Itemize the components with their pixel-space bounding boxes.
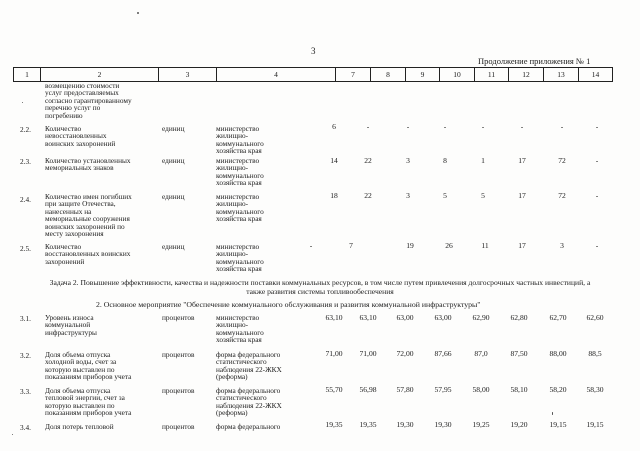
row-value: - — [481, 122, 485, 131]
col-header: 13 — [544, 68, 579, 81]
page-number: 3 — [311, 46, 316, 56]
row-value: - — [443, 122, 447, 131]
row-value: 5 — [481, 191, 485, 200]
row-value: 63,00 — [396, 313, 414, 322]
row-name: Количество имен погибших при защите Отечества, нанесенных на мемориальные сооружения воинских захоронений по месту захоронения — [45, 192, 132, 239]
col-header: 9 — [406, 68, 440, 81]
row-value: 17 — [518, 191, 526, 200]
row-value: 55,70 — [325, 385, 343, 394]
row-responsible: министерство жилищно- коммунального хозяйства края — [216, 313, 264, 345]
row-responsible: форма федерального статистического наблюдения 22-ЖКХ (реформа) — [216, 350, 282, 382]
scan-speck — [22, 102, 23, 103]
row-value: 62,70 — [549, 313, 567, 322]
row-value: 8 — [443, 156, 447, 165]
measure-2-heading: 2. Основное мероприятие "Обеспечение коммунального обслуживания и развития коммунальной инфраструктуры" — [96, 300, 481, 309]
row-value: 58,00 — [472, 385, 490, 394]
row-value: 6 — [332, 122, 336, 131]
row-value: 19,35 — [325, 420, 343, 429]
row-value: 63,10 — [325, 313, 343, 322]
row-value: 71,00 — [325, 349, 343, 358]
row-responsible: министерство жилищно- коммунального хозяйства края — [216, 124, 264, 156]
col-header: 14 — [591, 70, 600, 79]
row-unit: процентов — [162, 313, 195, 322]
continuation-label: Продолжение приложения № 1 — [478, 56, 591, 66]
col-header: 7 — [336, 68, 371, 81]
row-unit: единиц — [162, 156, 185, 165]
row-value: 5 — [443, 191, 447, 200]
row-value: 19 — [406, 241, 414, 250]
row-value: 3 — [560, 241, 564, 250]
row-value: 17 — [518, 241, 526, 250]
col-header: 8 — [371, 68, 406, 81]
row-value: 87,0 — [474, 349, 488, 358]
row-name: Количество восстановленных воинских захоронений — [45, 242, 131, 266]
row-number: 2.4. — [20, 195, 31, 204]
col-header: 4 — [217, 68, 336, 81]
row-number: 2.5. — [20, 244, 31, 253]
col-header: 12 — [509, 68, 544, 81]
row-value: 57,95 — [434, 385, 452, 394]
scan-speck — [137, 12, 139, 14]
row-value: 3 — [406, 156, 410, 165]
row-value: 72,00 — [396, 349, 414, 358]
row-value: 11 — [481, 241, 489, 250]
row-value: 87,66 — [434, 349, 452, 358]
row-value: 63,10 — [359, 313, 377, 322]
row-value: 62,80 — [510, 313, 528, 322]
col-header: 1 — [14, 68, 41, 81]
col-header: 2 — [41, 68, 159, 81]
row-value: 58,30 — [586, 385, 604, 394]
row-value: - — [309, 241, 313, 250]
col-header: 3 — [159, 68, 217, 81]
task-2-heading: Задача 2. Повышение эффективности, качества и надежности поставки коммунальных ресурсов, в том числе путем привлечения долгосрочных частных инвестиций, а также развития системы топливообеспечения — [49, 278, 591, 296]
row-value: - — [595, 191, 599, 200]
row-value: 19,30 — [434, 420, 452, 429]
row-value: 62,90 — [472, 313, 490, 322]
scan-speck — [552, 412, 553, 415]
row-unit: единиц — [162, 192, 185, 201]
col-header: 10 — [440, 68, 475, 81]
row-unit: процентов — [162, 422, 195, 431]
row-value: 63,00 — [434, 313, 452, 322]
row-value: 19,30 — [396, 420, 414, 429]
row-value: - — [366, 122, 370, 131]
row-value: 26 — [445, 241, 453, 250]
row-number: 2.3. — [20, 157, 31, 166]
row-value: - — [595, 122, 599, 131]
scan-speck — [12, 434, 13, 435]
row-value: 22 — [364, 191, 372, 200]
row-name: Доля объема отпуска тепловой энергии, счет за которую выставлен по показаниям приборов учета — [45, 386, 132, 418]
row-responsible: форма федерального — [216, 422, 281, 431]
row-value: - — [560, 122, 564, 131]
row-value: 19,25 — [472, 420, 490, 429]
row-value: 17 — [518, 156, 526, 165]
row-value: 19,35 — [359, 420, 377, 429]
row-responsible: министерство жилищно- коммунального хозяйства края — [216, 156, 264, 188]
row-value: 62,60 — [586, 313, 604, 322]
row-value: - — [595, 241, 599, 250]
row-value: 72 — [558, 156, 566, 165]
row-value: 22 — [364, 156, 372, 165]
row-number: 3.2. — [20, 351, 31, 360]
row-responsible: министерство жилищно- коммунального хозяйства края — [216, 192, 264, 224]
row-number: 2.2. — [20, 125, 31, 134]
row-value: 3 — [406, 191, 410, 200]
row-number: 3.3. — [20, 387, 31, 396]
row-name: возмещению стоимости услуг предоставляемых согласно гарантированному перечню услуг по погребению — [45, 81, 132, 120]
row-value: 19,15 — [549, 420, 567, 429]
row-value: 72 — [558, 191, 566, 200]
row-value: 58,20 — [549, 385, 567, 394]
row-unit: единиц — [162, 242, 185, 251]
row-value: - — [520, 122, 524, 131]
row-value: 88,5 — [588, 349, 602, 358]
row-responsible: министерство жилищно- коммунального хозяйства края — [216, 242, 264, 274]
row-value: - — [595, 156, 599, 165]
row-name: Доля потерь тепловой — [45, 422, 114, 431]
row-value: 56,98 — [359, 385, 377, 394]
row-unit: единиц — [162, 124, 185, 133]
row-value: 18 — [330, 191, 338, 200]
row-number: 3.4. — [20, 423, 31, 432]
row-unit: процентов — [162, 386, 195, 395]
col-header: 11 — [475, 68, 509, 81]
row-value: 7 — [349, 241, 353, 250]
row-value: 19,20 — [510, 420, 528, 429]
row-value: 19,15 — [586, 420, 604, 429]
row-value: 71,00 — [359, 349, 377, 358]
row-value: - — [406, 122, 410, 131]
row-name: Количество установленных мемориальных знаков — [45, 156, 131, 173]
row-value: 88,00 — [549, 349, 567, 358]
row-name: Доля объема отпуска холодной воды, счет за которую выставлен по показаниям приборов учета — [45, 350, 132, 382]
row-name: Уровень износа коммунальной инфраструктуры — [45, 313, 97, 337]
row-value: 57,80 — [396, 385, 414, 394]
table-header — [13, 67, 613, 82]
row-value: 1 — [481, 156, 485, 165]
row-number: 3.1. — [20, 314, 31, 323]
row-unit: процентов — [162, 350, 195, 359]
row-value: 58,10 — [510, 385, 528, 394]
row-value: 14 — [330, 156, 338, 165]
row-name: Количество невосстановленных воинских захоронений — [45, 124, 116, 148]
row-value: 87,50 — [510, 349, 528, 358]
row-responsible: форма федерального статистического наблюдения 22-ЖКХ (реформа) — [216, 386, 282, 418]
